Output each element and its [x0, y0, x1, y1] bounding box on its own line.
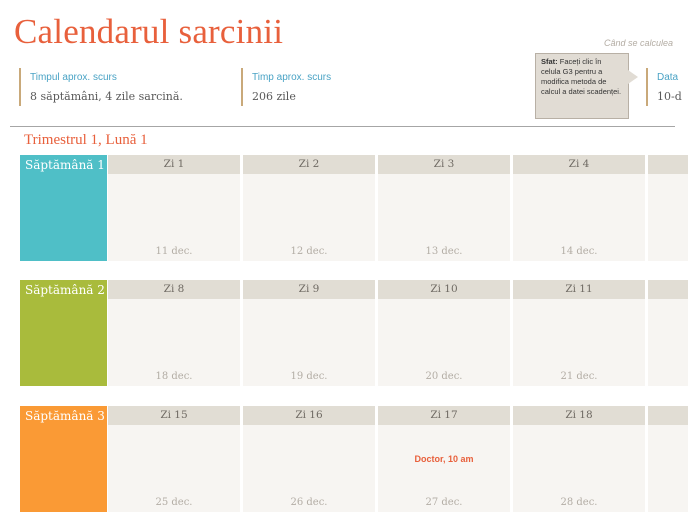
day-cell[interactable] — [513, 406, 645, 512]
event-text[interactable]: Doctor, 10 am — [414, 454, 474, 464]
day-cell[interactable] — [513, 155, 645, 261]
day-date: 25 dec. — [155, 497, 193, 508]
stat-value: 8 săptămâni, 4 zile sarcină. — [30, 90, 183, 103]
day-header — [648, 280, 688, 299]
day-header: Zi 10 — [378, 280, 510, 299]
day-date: 13 dec. — [425, 246, 463, 257]
day-date: 28 dec. — [560, 497, 598, 508]
day-header: Zi 15 — [108, 406, 240, 425]
day-cell[interactable] — [243, 406, 375, 512]
tip-bold: Sfat: — [541, 57, 558, 66]
day-cell[interactable] — [513, 280, 645, 386]
day-date: 12 dec. — [290, 246, 328, 257]
day-cell[interactable] — [378, 406, 510, 512]
day-date: 21 dec. — [560, 371, 598, 382]
page-title: Calendarul sarcinii — [14, 12, 284, 51]
day-cell[interactable] — [243, 280, 375, 386]
tip-text: Faceți clic în celula G3 pentru a modifica metoda de calcul a datei scadenței. — [541, 57, 622, 96]
day-header: Zi 8 — [108, 280, 240, 299]
day-header: Zi 17 — [378, 406, 510, 425]
day-header: Zi 1 — [108, 155, 240, 174]
day-date: 20 dec. — [425, 371, 463, 382]
week-row — [20, 406, 680, 512]
day-cell[interactable] — [108, 280, 240, 386]
day-header: Zi 4 — [513, 155, 645, 174]
day-cell[interactable] — [243, 155, 375, 261]
stat-value: 10-d — [657, 90, 682, 103]
day-cell-partial[interactable] — [648, 155, 688, 261]
stat-elapsed[interactable] — [19, 68, 183, 106]
day-cell-partial[interactable] — [648, 406, 688, 512]
day-cell[interactable] — [108, 406, 240, 512]
day-header — [648, 406, 688, 425]
divider — [10, 126, 675, 127]
day-cell[interactable] — [378, 280, 510, 386]
week-label[interactable]: Săptămână 3 — [20, 406, 107, 512]
stat-days[interactable] — [241, 68, 331, 106]
day-header: Zi 16 — [243, 406, 375, 425]
day-header: Zi 2 — [243, 155, 375, 174]
tip-callout — [535, 53, 629, 119]
stat-value: 206 zile — [252, 90, 296, 103]
day-header: Zi 9 — [243, 280, 375, 299]
quarter-heading: Trimestrul 1, Lună 1 — [24, 132, 148, 148]
calc-note: Când se calculea — [604, 38, 674, 48]
stat-label: Timpul aprox. scurs — [30, 72, 117, 83]
day-cell-partial[interactable] — [648, 280, 688, 386]
day-date: 19 dec. — [290, 371, 328, 382]
day-header: Zi 3 — [378, 155, 510, 174]
day-date: 14 dec. — [560, 246, 598, 257]
day-date: 11 dec. — [155, 246, 193, 257]
stat-label: Timp aprox. scurs — [252, 72, 332, 83]
stat-date[interactable] — [646, 68, 697, 106]
day-date: 26 dec. — [290, 497, 328, 508]
day-header — [648, 155, 688, 174]
day-date: 27 dec. — [425, 497, 463, 508]
day-date: 18 dec. — [155, 371, 193, 382]
week-row — [20, 155, 680, 261]
day-header: Zi 11 — [513, 280, 645, 299]
day-cell[interactable] — [378, 155, 510, 261]
tip-arrow — [628, 70, 638, 84]
day-header: Zi 18 — [513, 406, 645, 425]
week-label[interactable]: Săptămână 1 — [20, 155, 107, 261]
stat-label: Data — [657, 72, 679, 83]
day-cell[interactable] — [108, 155, 240, 261]
week-label[interactable]: Săptămână 2 — [20, 280, 107, 386]
week-row — [20, 280, 680, 386]
